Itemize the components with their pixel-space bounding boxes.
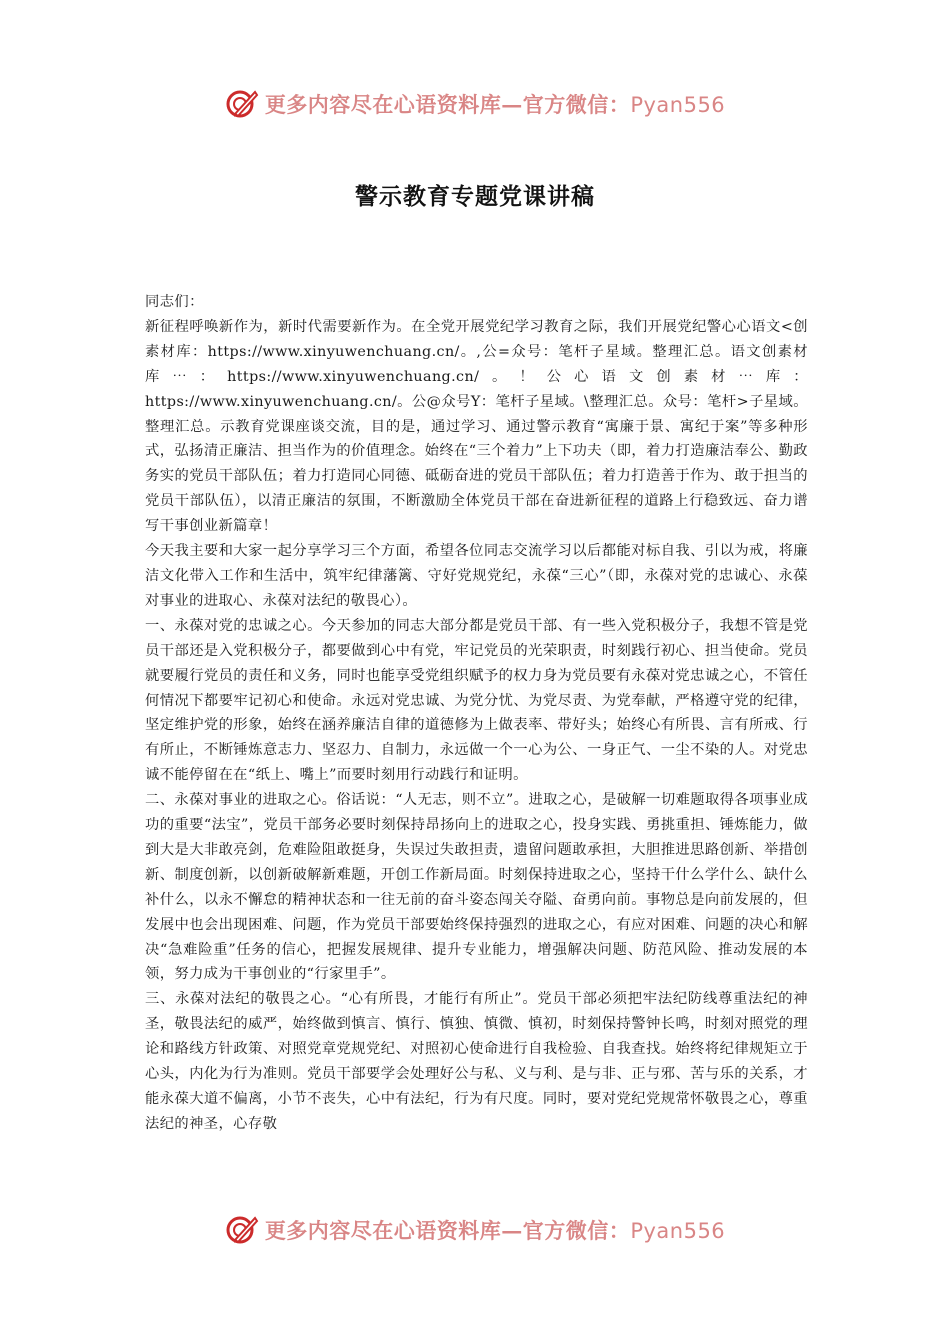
header-banner [0, 82, 950, 126]
pen-logo-icon [225, 1213, 259, 1247]
paragraph-section-2: 二、永葆对事业的进取之心。俗话说：“人无志，则不立”。进取之心，是破解一切难题取得各项事业成功的重要“法宝”，党员干部务必要时刻保持昂扬向上的进取之心，投身实践、勇挑重担、锤炼能力，做到大是大非敢亮剑，危难险阻敢挺身，失误过失敢担责，遗留问题敢承担，大胆推进思路创新、举措创新、制度创新，以创新破解新难题，开创工作新局面。时刻保持进取之心，坚持干什么学什么、缺什么补什么，以永不懈怠的精神状态和一往无前的奋斗姿态闯关夺隘、奋勇向前。事物总是向前发展的，但发展中也会出现困难、问题，作为党员干部要始终保持强烈的进取之心，有应对困难、问题的决心和解决“急难险重”任务的信心，把握发展规律、提升专业能力，增强解决问题、防范风险、推动发展的本领，努力成为干事创业的“行家里手”。 [145, 792, 808, 983]
paragraph-section-1: 一、永葆对党的忠诚之心。今天参加的同志大部分都是党员干部、有一些入党积极分子，我想不管是党员干部还是入党积极分子，都要做到心中有党，牢记党员的光荣职责，时刻践行初心、担当使命。党员就要履行党员的责任和义务，同时也能享受党组织赋予的权力身为党员要有永葆对党忠诚之心，不管任何情况下都要牢记初心和使命。永远对党忠诚、为党分忧、为党尽责、为党奉献，严格遵守党的纪律，坚定维护党的形象，始终在涵养廉洁自律的道德修为上做表率、带好头；始终心有所畏、言有所戒、行有所止，不断锤炼意志力、坚忍力、自制力，永远做一个一心为公、一身正气、一尘不染的人。对党忠诚不能停留在在“纸上、嘴上”而要时刻用行动践行和证明。 [145, 617, 808, 784]
paragraph-overview: 今天我主要和大家一起分享学习三个方面，希望各位同志交流学习以后都能对标自我、引以为戒，将廉洁文化带入工作和生活中，筑牢纪律藩篱、守好党规党纪，永葆“三心”（即，永葆对党的忠诚心、永葆对事业的进取心、永葆对法纪的敬畏心）。 [145, 543, 808, 609]
document-title: 警示教育专题党课讲稿 [355, 184, 595, 210]
banner-text: 更多内容尽在心语资料库—官方微信：Pyan556 [264, 1218, 726, 1243]
footer-banner [0, 1208, 950, 1252]
salutation: 同志们： [145, 294, 204, 310]
pen-logo-icon [225, 87, 259, 121]
paragraph-intro: 新征程呼唤新作为，新时代需要新作为。在全党开展党纪学习教育之际，我们开展党纪警心心语文<创素材库：https://www.xinyuwenchuang.cn/。,公=众号：笔杆子星域。整理汇总。语文创素材库⋯：https://www.xinyuwenchuang.cn/。！公心语文创素材⋯库：https://www.xinyuwenchuang.cn/。公@众号Y：笔杆子星域。\整理汇总。众号：笔杆>子星域。整理汇总。示教育党课座谈交流，目的是，通过学习、通过警示教育“寓廉于景、寓纪于案”等多种形式，弘扬清正廉洁、担当作为的价值理念。始终在“三个着力”上下功夫（即，着力打造廉洁奉公、勤政务实的党员干部队伍；着力打造同心同德、砥砺奋进的党员干部队伍；着力打造善于作为、敢于担当的党员干部队伍），以清正廉洁的氛围，不断激励全体党员干部在奋进新征程的道路上行稳致远、奋力谱写干事创业新篇章！ [145, 318, 808, 535]
wechat-id: Pyan556 [630, 1219, 726, 1243]
document-body [145, 290, 808, 1137]
paragraph-section-3: 三、永葆对法纪的敬畏之心。“心有所畏，才能行有所止”。党员干部必须把牢法纪防线尊重法纪的神圣，敬畏法纪的威严，始终做到慎言、慎行、慎独、慎微、慎初，时刻保持警钟长鸣，时刻对照党的理论和路线方针政策、对照党章党规党纪、对照初心使命进行自我检验、自我查找。始终将纪律规矩立于心头，内化为行为准则。党员干部要学会处理好公与私、义与利、是与非、正与邪、苦与乐的关系，才能永葆大道不偏离，小节不丧失，心中有法纪，行为有尺度。同时，要对党纪党规常怀敬畏之心，尊重法纪的神圣，心存敬 [145, 991, 808, 1132]
wechat-id: Pyan556 [630, 93, 726, 117]
banner-text: 更多内容尽在心语资料库—官方微信：Pyan556 [264, 92, 726, 117]
